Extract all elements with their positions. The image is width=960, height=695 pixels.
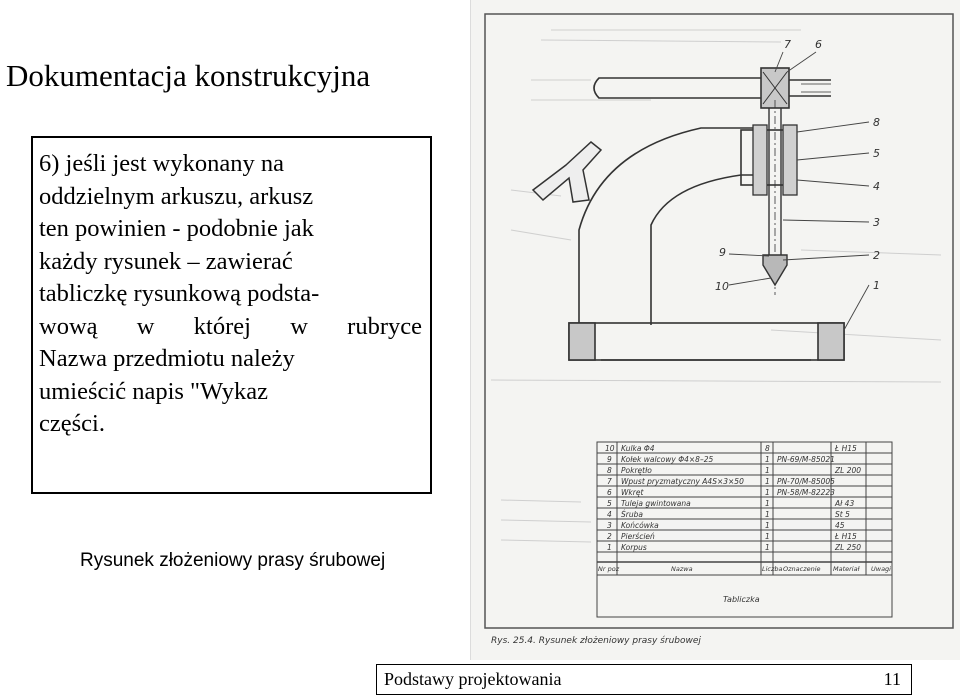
- svg-text:8: 8: [607, 466, 612, 475]
- svg-text:1: 1: [765, 532, 770, 541]
- body-text-box: [31, 136, 432, 494]
- body-line: tabliczkę rysunkową podsta-: [39, 280, 320, 307]
- svg-text:ZL 200: ZL 200: [835, 466, 862, 475]
- svg-text:PN-58/M-82223: PN-58/M-82223: [777, 488, 835, 497]
- svg-text:Pokrętło: Pokrętło: [621, 466, 652, 475]
- page-footer: [376, 664, 912, 695]
- callout-1: 1: [873, 279, 880, 292]
- table-row: [607, 477, 835, 486]
- base-section-left: [569, 323, 595, 360]
- svg-text:1: 1: [765, 488, 770, 497]
- callout-7: 7: [784, 38, 791, 51]
- table-row: [607, 532, 857, 541]
- svg-text:7: 7: [607, 477, 612, 486]
- body-line: umieścić napis "Wykaz: [39, 377, 268, 405]
- svg-text:1: 1: [765, 466, 770, 475]
- sheet-frame: [485, 14, 953, 628]
- svg-text:Końcówka: Końcówka: [621, 521, 659, 530]
- body-line: każdy rysunek – zawierać: [39, 247, 293, 275]
- slide-title: Dokumentacja konstrukcyjna: [6, 58, 371, 93]
- frame-base: [569, 323, 844, 360]
- svg-text:Liczba: Liczba: [762, 565, 783, 573]
- svg-text:Nr poz: Nr poz: [598, 565, 620, 573]
- svg-text:Oznaczenie: Oznaczenie: [783, 565, 821, 573]
- callout-9: 9: [719, 246, 726, 259]
- table-row: [607, 510, 850, 519]
- base-section-right: [818, 323, 844, 360]
- svg-text:9: 9: [607, 455, 612, 464]
- table-header: [598, 565, 891, 573]
- callout-5: 5: [873, 147, 880, 160]
- svg-text:3: 3: [607, 521, 612, 530]
- svg-text:Tuleja gwintowana: Tuleja gwintowana: [621, 499, 691, 508]
- page-number: 11: [883, 669, 901, 689]
- svg-text:Ł H15: Ł H15: [835, 532, 857, 541]
- parts-table-text: [598, 444, 891, 604]
- svg-text:Materiał: Materiał: [833, 565, 860, 573]
- callout-4: 4: [873, 180, 880, 193]
- body-line: części.: [39, 410, 105, 437]
- table-row: [607, 521, 845, 530]
- svg-text:Nazwa: Nazwa: [671, 565, 693, 573]
- frame-outer-arc: [579, 128, 756, 325]
- image-caption: Rysunek złożeniowy prasy śrubowej: [80, 550, 386, 571]
- svg-text:10: 10: [605, 444, 615, 453]
- svg-text:1: 1: [765, 543, 770, 552]
- svg-text:2: 2: [607, 532, 612, 541]
- svg-text:6: 6: [607, 488, 612, 497]
- svg-text:Kołek walcowy Φ4×8–25: Kołek walcowy Φ4×8–25: [621, 455, 714, 464]
- svg-text:Wpust pryzmatyczny A4S×3×50: Wpust pryzmatyczny A4S×3×50: [621, 477, 744, 486]
- body-line: Nazwa przedmiotu należy: [39, 345, 295, 372]
- table-row: [605, 444, 857, 453]
- handle-bar: [594, 78, 831, 98]
- screw-tip: [763, 255, 787, 285]
- callout-3: 3: [873, 216, 880, 229]
- callout-8: 8: [873, 116, 880, 129]
- callout-2: 2: [873, 249, 880, 262]
- table-row: [607, 543, 861, 552]
- svg-text:8: 8: [765, 444, 770, 453]
- svg-text:1: 1: [607, 543, 612, 552]
- svg-text:Kulka Φ4: Kulka Φ4: [621, 444, 655, 453]
- frame-inner-arc: [651, 175, 756, 325]
- table-row: [607, 499, 854, 508]
- table-row: [607, 488, 835, 497]
- scanned-assembly-drawing: [470, 0, 960, 660]
- table-row: [607, 455, 835, 464]
- svg-text:Korpus: Korpus: [621, 543, 647, 552]
- svg-text:4: 4: [607, 510, 612, 519]
- press-body: [569, 128, 844, 360]
- callout-6: 6: [815, 38, 822, 51]
- body-line: ten powinien - podobnie jak: [39, 215, 314, 242]
- footer-course: Podstawy projektowania: [384, 669, 562, 689]
- svg-text:1: 1: [765, 521, 770, 530]
- svg-text:Wkręt: Wkręt: [621, 488, 644, 497]
- body-line: wową w której w rubryce: [39, 312, 422, 340]
- svg-text:1: 1: [765, 455, 770, 464]
- leader-lines: [729, 52, 869, 330]
- svg-text:Śruba: Śruba: [621, 510, 643, 519]
- svg-text:Uwagi: Uwagi: [871, 565, 891, 573]
- body-line: oddzielnym arkuszu, arkusz: [39, 182, 314, 210]
- svg-text:45: 45: [835, 521, 845, 530]
- knob-handle: [533, 142, 601, 202]
- svg-text:Ł H15: Ł H15: [835, 444, 857, 453]
- svg-text:1: 1: [765, 499, 770, 508]
- callout-10: 10: [715, 280, 729, 293]
- title-block-label: Tabliczka: [723, 595, 760, 604]
- svg-text:St 5: St 5: [835, 510, 850, 519]
- svg-text:1: 1: [765, 510, 770, 519]
- figure-caption: Rys. 25.4. Rysunek złożeniowy prasy śrubowej: [491, 636, 701, 646]
- body-line: 6) jeśli jest wykonany na: [39, 150, 284, 177]
- svg-text:ZL 250: ZL 250: [835, 543, 862, 552]
- svg-text:5: 5: [607, 499, 612, 508]
- svg-text:PN-70/M-85005: PN-70/M-85005: [777, 477, 835, 486]
- drawing-svg: [471, 0, 960, 660]
- svg-text:Pierścień: Pierścień: [621, 532, 655, 541]
- svg-text:Ał 43: Ał 43: [835, 499, 855, 508]
- svg-text:1: 1: [765, 477, 770, 486]
- table-row: [607, 466, 861, 475]
- svg-text:PN-69/M-85021: PN-69/M-85021: [777, 455, 835, 464]
